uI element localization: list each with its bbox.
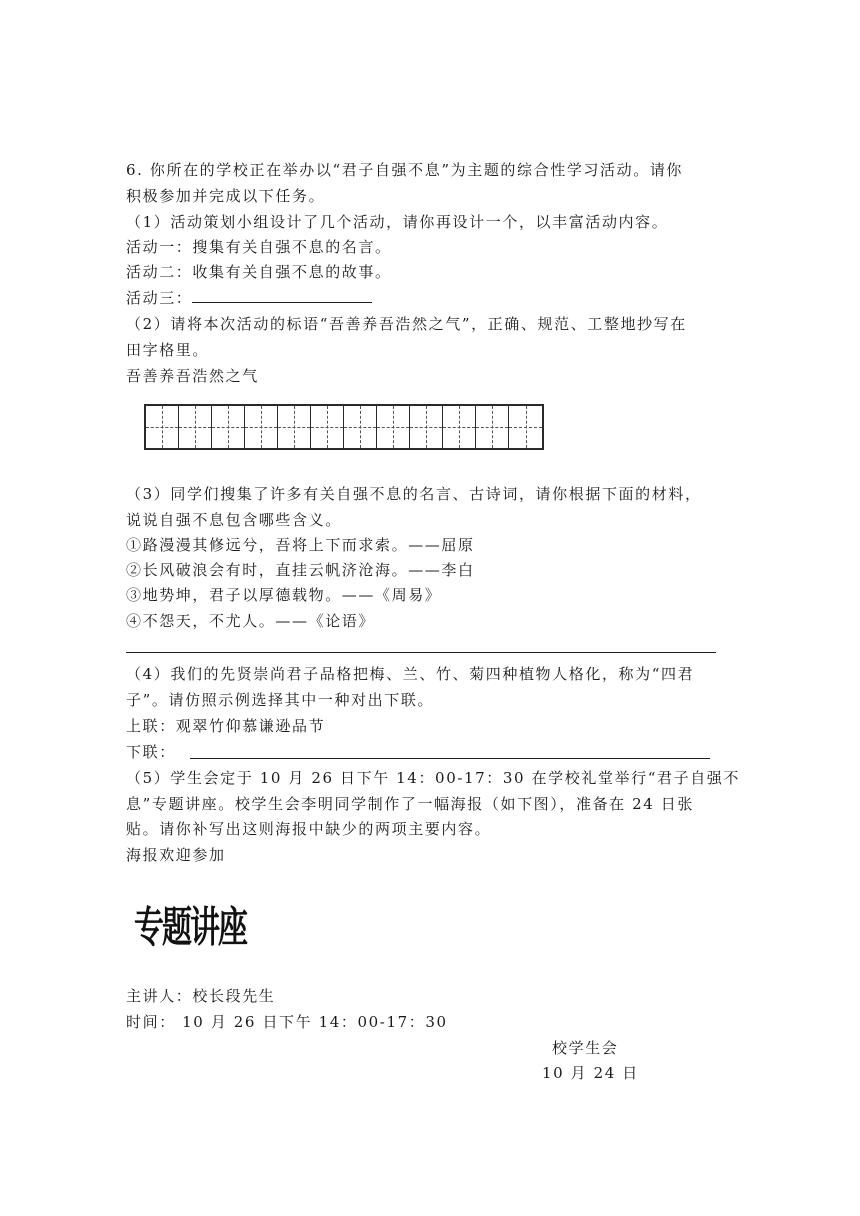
- tianzige-cell[interactable]: [179, 406, 212, 448]
- part5-prompt-line1: （5）学生会定于 10 月 26 日下午 14：00-17：30 在学校礼堂举行“君子自强不: [126, 769, 741, 787]
- part5-prompt-line3: 贴。请你补写出这则海报中缺少的两项主要内容。: [126, 820, 492, 838]
- couplet-lower-answer-line[interactable]: [190, 758, 710, 759]
- tianzige-cell[interactable]: [212, 406, 245, 448]
- poster-speaker: 主讲人：校长段先生: [126, 987, 276, 1005]
- poster-time: 时间： 10 月 26 日下午 14：00-17：30: [126, 1013, 448, 1031]
- activity-one: 活动一：搜集有关自强不息的名言。: [126, 238, 392, 256]
- tianzige-cell[interactable]: [245, 406, 278, 448]
- quote-3: ③地势坤，君子以厚德载物。——《周易》: [126, 586, 442, 604]
- part3-prompt-line1: （3）同学们搜集了许多有关自强不息的名言、古诗词，请你根据下面的材料，: [126, 485, 702, 503]
- activity-two: 活动二：收集有关自强不息的故事。: [126, 263, 392, 281]
- tianzige-cell[interactable]: [344, 406, 377, 448]
- poster-header: 海报欢迎参加: [126, 846, 226, 864]
- poster-signature-org: 校学生会: [552, 1039, 619, 1057]
- tianzige-cell[interactable]: [377, 406, 410, 448]
- tianzige-cell[interactable]: [509, 406, 542, 448]
- question-intro-line1: 6. 你所在的学校正在举办以“君子自强不息”为主题的综合性学习活动。请你: [126, 161, 684, 179]
- tianzige-cell[interactable]: [146, 406, 179, 448]
- part2-prompt-line1: （2）请将本次活动的标语“吾善养吾浩然之气”，正确、规范、工整地抄写在: [126, 315, 687, 333]
- part4-prompt-line1: （4）我们的先贤崇尚君子品格把梅、兰、竹、菊四种植物人格化，称为“四君: [126, 665, 695, 683]
- quote-2: ②长风破浪会有时，直挂云帆济沧海。——李白: [126, 561, 475, 579]
- part1-prompt: （1）活动策划小组设计了几个活动，请你再设计一个，以丰富活动内容。: [126, 213, 669, 231]
- tianzige-cell[interactable]: [278, 406, 311, 448]
- activity-three-answer-blank[interactable]: [192, 288, 372, 303]
- tianzige-cell[interactable]: [443, 406, 476, 448]
- tianzige-grid[interactable]: [144, 404, 544, 450]
- tianzige-cell[interactable]: [410, 406, 443, 448]
- poster-signature-date: 10 月 24 日: [542, 1064, 639, 1082]
- couplet-lower-label: 下联：: [126, 743, 176, 761]
- activity-three: [126, 288, 372, 308]
- part5-prompt-line2: 息”专题讲座。校学生会李明同学制作了一幅海报（如下图），准备在 24 日张: [126, 795, 694, 813]
- poster-art-image: [132, 880, 262, 965]
- quote-1: ①路漫漫其修远兮，吾将上下而求索。——屈原: [126, 536, 475, 554]
- poster-art-text: 专题讲座: [134, 902, 246, 952]
- activity-three-label: 活动三：: [126, 289, 193, 307]
- couplet-upper: 上联：观翠竹仰慕谦逊品节: [126, 717, 326, 735]
- tianzige-cell[interactable]: [311, 406, 344, 448]
- couplet-lower: [126, 742, 176, 762]
- part3-prompt-line2: 说说自强不息包含哪些含义。: [126, 511, 342, 529]
- tianzige-cell[interactable]: [476, 406, 509, 448]
- part3-answer-line[interactable]: [126, 652, 716, 653]
- quote-4: ④不怨天，不尤人。——《论语》: [126, 612, 376, 630]
- part2-prompt-line2: 田字格里。: [126, 341, 210, 359]
- part4-prompt-line2: 子”。请仿照示例选择其中一种对出下联。: [126, 691, 435, 709]
- slogan-text: 吾善养吾浩然之气: [126, 367, 259, 385]
- question-intro-line2: 积极参加并完成以下任务。: [126, 187, 326, 205]
